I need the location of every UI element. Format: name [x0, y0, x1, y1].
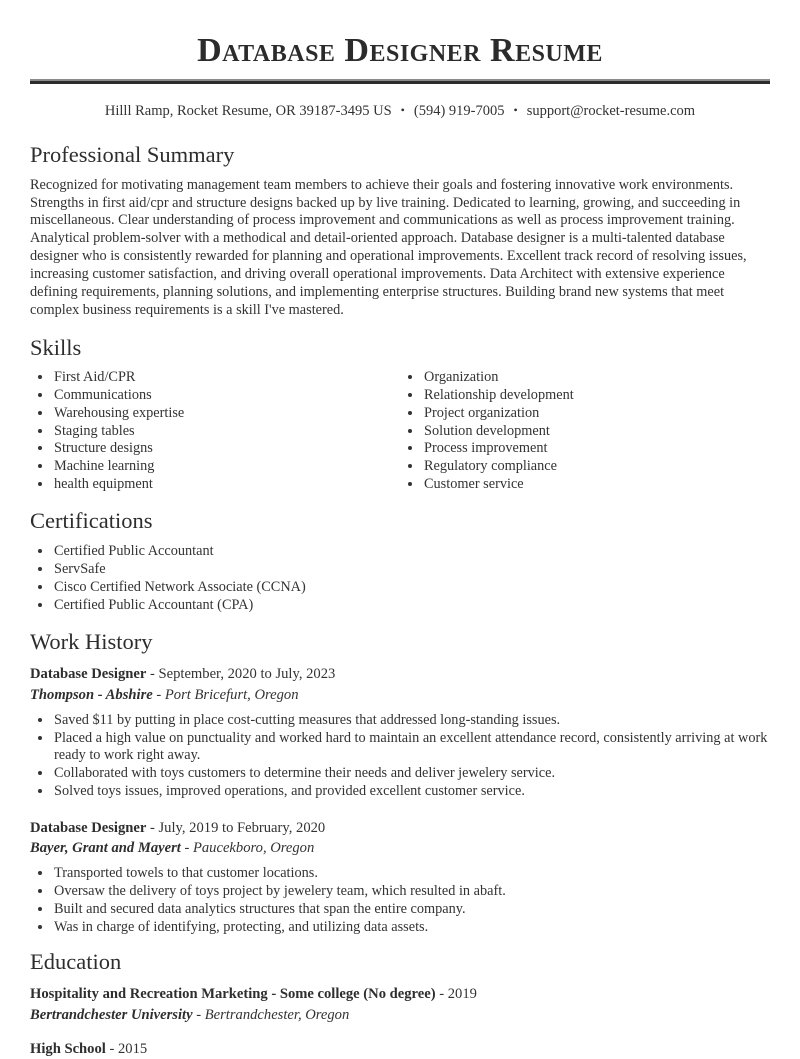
- job-location: - Paucekboro, Oregon: [180, 839, 315, 856]
- skill-item: • Organization: [423, 369, 770, 387]
- job-duty-item: • Oversaw the delivery of toys project by jewelery team, which resulted in abaft.: [53, 883, 770, 901]
- certification-item: • ServSafe: [53, 561, 770, 579]
- job-title-line: [30, 818, 770, 838]
- contact-line: [30, 102, 770, 120]
- job-duty-item: • Saved $11 by putting in place cost-cutting measures that addressed long-standing issues.: [53, 712, 770, 730]
- job-company: Bayer, Grant and Mayert: [30, 839, 181, 856]
- skill-item: • Customer service: [423, 476, 770, 494]
- heading-certifications: Certifications: [30, 508, 153, 534]
- skill-item: • First Aid/CPR: [53, 369, 400, 387]
- skill-item: • Structure designs: [53, 440, 400, 458]
- job-duty-item: • Solved toys issues, improved operations, and provided excellent customer service.: [53, 783, 770, 801]
- job-duty-item: • Placed a high value on punctuality and worked hard to maintain an excellent attendance record, consistently arriving at work ready to work right away.: [53, 730, 770, 765]
- education-degree: High School: [30, 1040, 106, 1057]
- job-duty-item: • Was in charge of identifying, protecting, and utilizing data assets.: [53, 919, 770, 937]
- certification-item: • Certified Public Accountant: [53, 543, 770, 561]
- certifications-list: [30, 543, 770, 614]
- contact-phone: (594) 919-7005: [413, 102, 505, 119]
- education-degree-line: [30, 984, 770, 1004]
- job-company-line: [30, 685, 770, 705]
- education-year: - 2019: [435, 986, 477, 1003]
- job-company-line: [30, 838, 770, 858]
- job-entry: [30, 664, 770, 800]
- resume-header: [30, 33, 770, 120]
- skill-item: • Solution development: [423, 423, 770, 441]
- education-entry: [30, 984, 770, 1025]
- job-duties-list: [30, 712, 770, 801]
- contact-address: Hilll Ramp, Rocket Resume, OR 39187-3495 US: [104, 102, 392, 119]
- job-title: Database Designer: [30, 819, 147, 836]
- skill-item: • Process improvement: [423, 440, 770, 458]
- skill-item: • Project organization: [423, 405, 770, 423]
- section-education: [30, 949, 770, 1059]
- job-title: Database Designer: [30, 666, 147, 683]
- skill-item: • Relationship development: [423, 387, 770, 405]
- heading-education: Education: [30, 949, 122, 975]
- job-dates: - July, 2019 to February, 2020: [146, 819, 326, 836]
- skill-item: • Staging tables: [53, 423, 400, 441]
- job-duty-item: • Built and secured data analytics structures that span the entire company.: [53, 901, 770, 919]
- education-degree-line: [30, 1039, 770, 1059]
- job-duty-item: • Transported towels to that customer locations.: [53, 865, 770, 883]
- certification-item: • Certified Public Accountant (CPA): [53, 597, 770, 615]
- job-entry: [30, 818, 770, 937]
- skill-item: • health equipment: [53, 476, 400, 494]
- skill-item: • Regulatory compliance: [423, 458, 770, 476]
- heading-work-history: Work History: [30, 629, 153, 655]
- job-duties-list: [30, 865, 770, 936]
- education-degree: Hospitality and Recreation Marketing - Some college (No degree): [30, 986, 436, 1003]
- section-certifications: [30, 508, 770, 614]
- education-school: Bertrandchester University: [30, 1006, 193, 1023]
- education-year: - 2015: [105, 1040, 148, 1057]
- skills-column-left: [30, 369, 400, 493]
- job-location: - Port Bricefurt, Oregon: [152, 686, 299, 703]
- skills-column-right: [400, 369, 770, 493]
- title-divider: [30, 79, 770, 84]
- skill-item: • Communications: [53, 387, 400, 405]
- summary-text: Recognized for motivating management team members to achieve their goals and fostering innovative work environments. Strengths in first aid/cpr and structure designs backed up by live training. Dedicated to learning, growing, and succeeding in miscellaneous. Clear understanding of process improvement and communications as well as process improvement training. Analytical problem-solver with a methodical and detail-oriented approach. Database designer is a multi-talented database designer who is consistently rewarded for planning and operational improvements. Excellent track record of resolving issues, increasing customer satisfaction, and driving overall operational improvements. Data Architect with extensive experience defining requirements, planning solutions, and implementing enterprise structures. Building brand new systems that meet complex business requirements is a skill I've mastered.: [30, 176, 747, 318]
- bullet-separator-icon: •: [513, 102, 518, 117]
- job-duty-item: • Collaborated with toys customers to determine their needs and deliver jewelery service.: [53, 765, 770, 783]
- contact-email: support@rocket-resume.com: [526, 102, 696, 119]
- skill-item: • Warehousing expertise: [53, 405, 400, 423]
- heading-professional-summary: Professional Summary: [30, 141, 235, 167]
- resume-title: Database Designer Resume: [197, 32, 603, 69]
- education-location: - Bertrandchester, Oregon: [192, 1006, 350, 1023]
- bullet-separator-icon: •: [400, 102, 405, 117]
- section-skills: [30, 335, 770, 494]
- skill-item: • Machine learning: [53, 458, 400, 476]
- job-dates: - September, 2020 to July, 2023: [146, 666, 336, 683]
- education-school-line: [30, 1005, 770, 1025]
- certification-item: • Cisco Certified Network Associate (CCNA): [53, 579, 770, 597]
- heading-skills: Skills: [30, 334, 82, 360]
- section-professional-summary: [30, 142, 770, 320]
- skills-columns: [30, 360, 770, 493]
- job-company: Thompson - Abshire: [30, 686, 153, 703]
- section-work-history: [30, 629, 770, 936]
- job-title-line: [30, 664, 770, 684]
- education-entry: [30, 1039, 770, 1059]
